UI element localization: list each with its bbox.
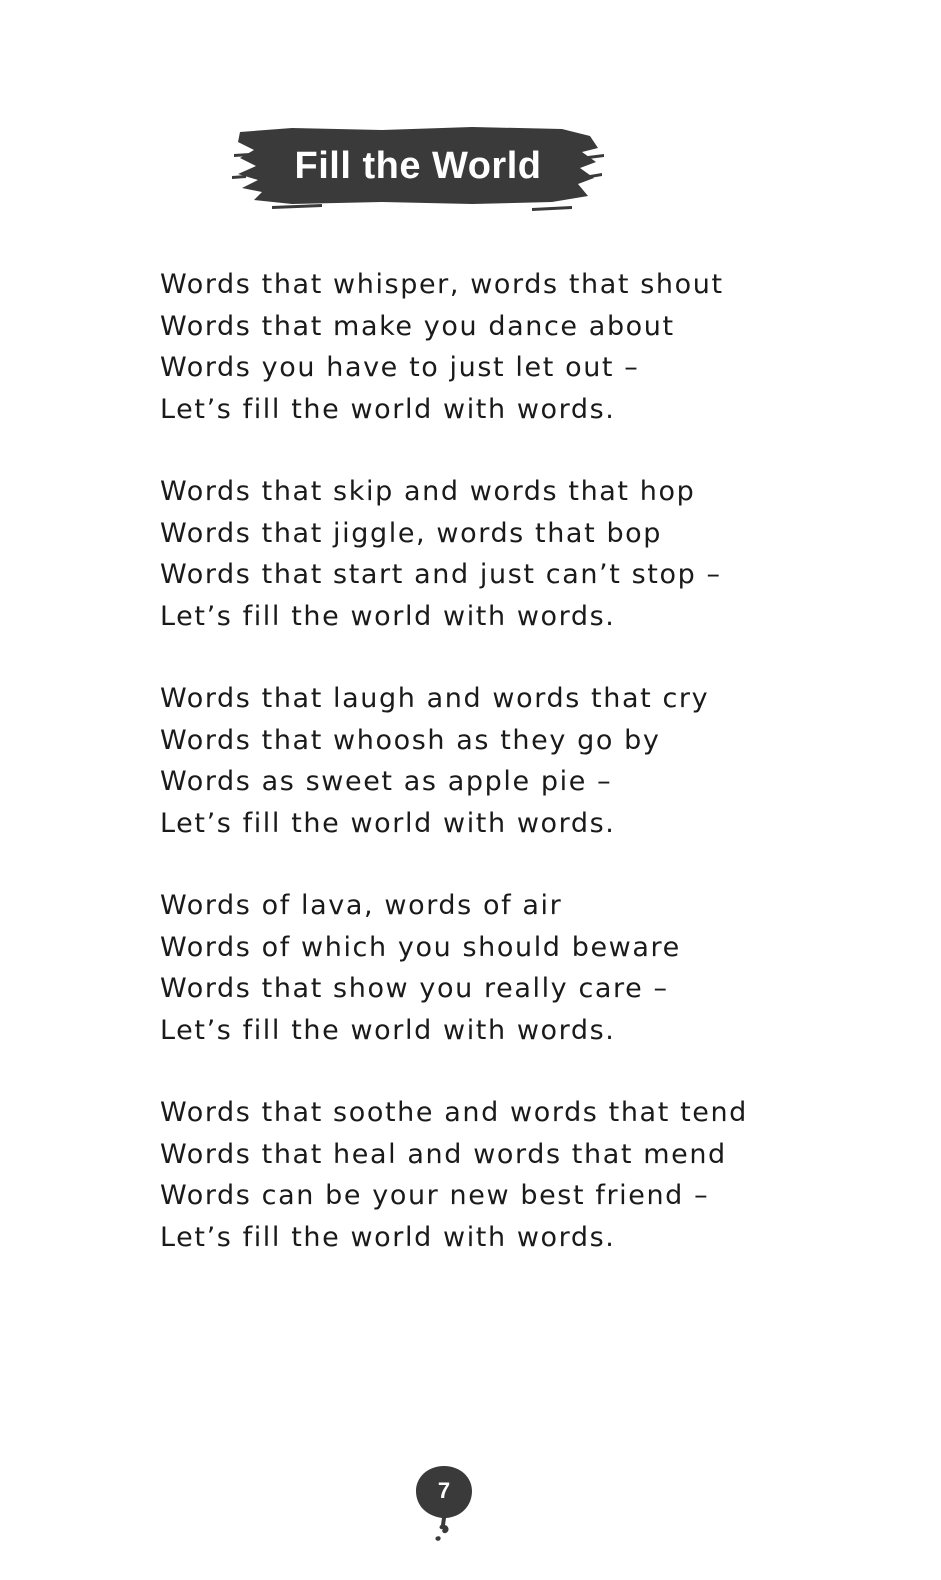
poem-line: Words that heal and words that mend <box>160 1138 727 1170</box>
poem-line: Words of which you should beware <box>160 931 681 963</box>
poem-line: Words as sweet as apple pie – <box>160 766 613 797</box>
poem-line: Words that jiggle, words that bop <box>160 517 663 549</box>
poem-line: Let’s fill the world with words. <box>160 1221 616 1253</box>
poem-line: Let’s fill the world with words. <box>160 807 616 839</box>
poem-line: Words that skip and words that hop <box>160 476 696 507</box>
poem-body <box>160 264 920 1299</box>
page-number: 7 <box>437 1478 451 1503</box>
poem-title: Fill the World <box>294 145 542 187</box>
poem-line: Words that show you really care – <box>160 973 669 1004</box>
poem-line: Words can be your new best friend – <box>160 1180 710 1211</box>
poem-line: Let’s fill the world with words. <box>160 600 616 632</box>
stanza <box>160 1092 920 1258</box>
poem-line: Words that soothe and words that tend <box>160 1097 748 1128</box>
poem-line: Let’s fill the world with words. <box>160 1014 616 1046</box>
poem-line: Words that start and just can’t stop – <box>160 559 722 590</box>
page-number-badge <box>412 1463 476 1553</box>
stanza <box>160 678 920 844</box>
poem-line: Words of lava, words of air <box>160 890 563 921</box>
poem-line: Words that make you dance about <box>160 310 675 342</box>
poem-line: Words that whoosh as they go by <box>160 724 661 756</box>
stanza <box>160 471 920 637</box>
stanza <box>160 885 920 1051</box>
title-banner <box>232 118 604 220</box>
poem-line: Words that whisper, words that shout <box>160 269 724 300</box>
poem-line: Words you have to just let out – <box>160 352 640 383</box>
stanza <box>160 264 920 430</box>
poem-line: Words that laugh and words that cry <box>160 683 710 714</box>
poem-line: Let’s fill the world with words. <box>160 393 616 425</box>
